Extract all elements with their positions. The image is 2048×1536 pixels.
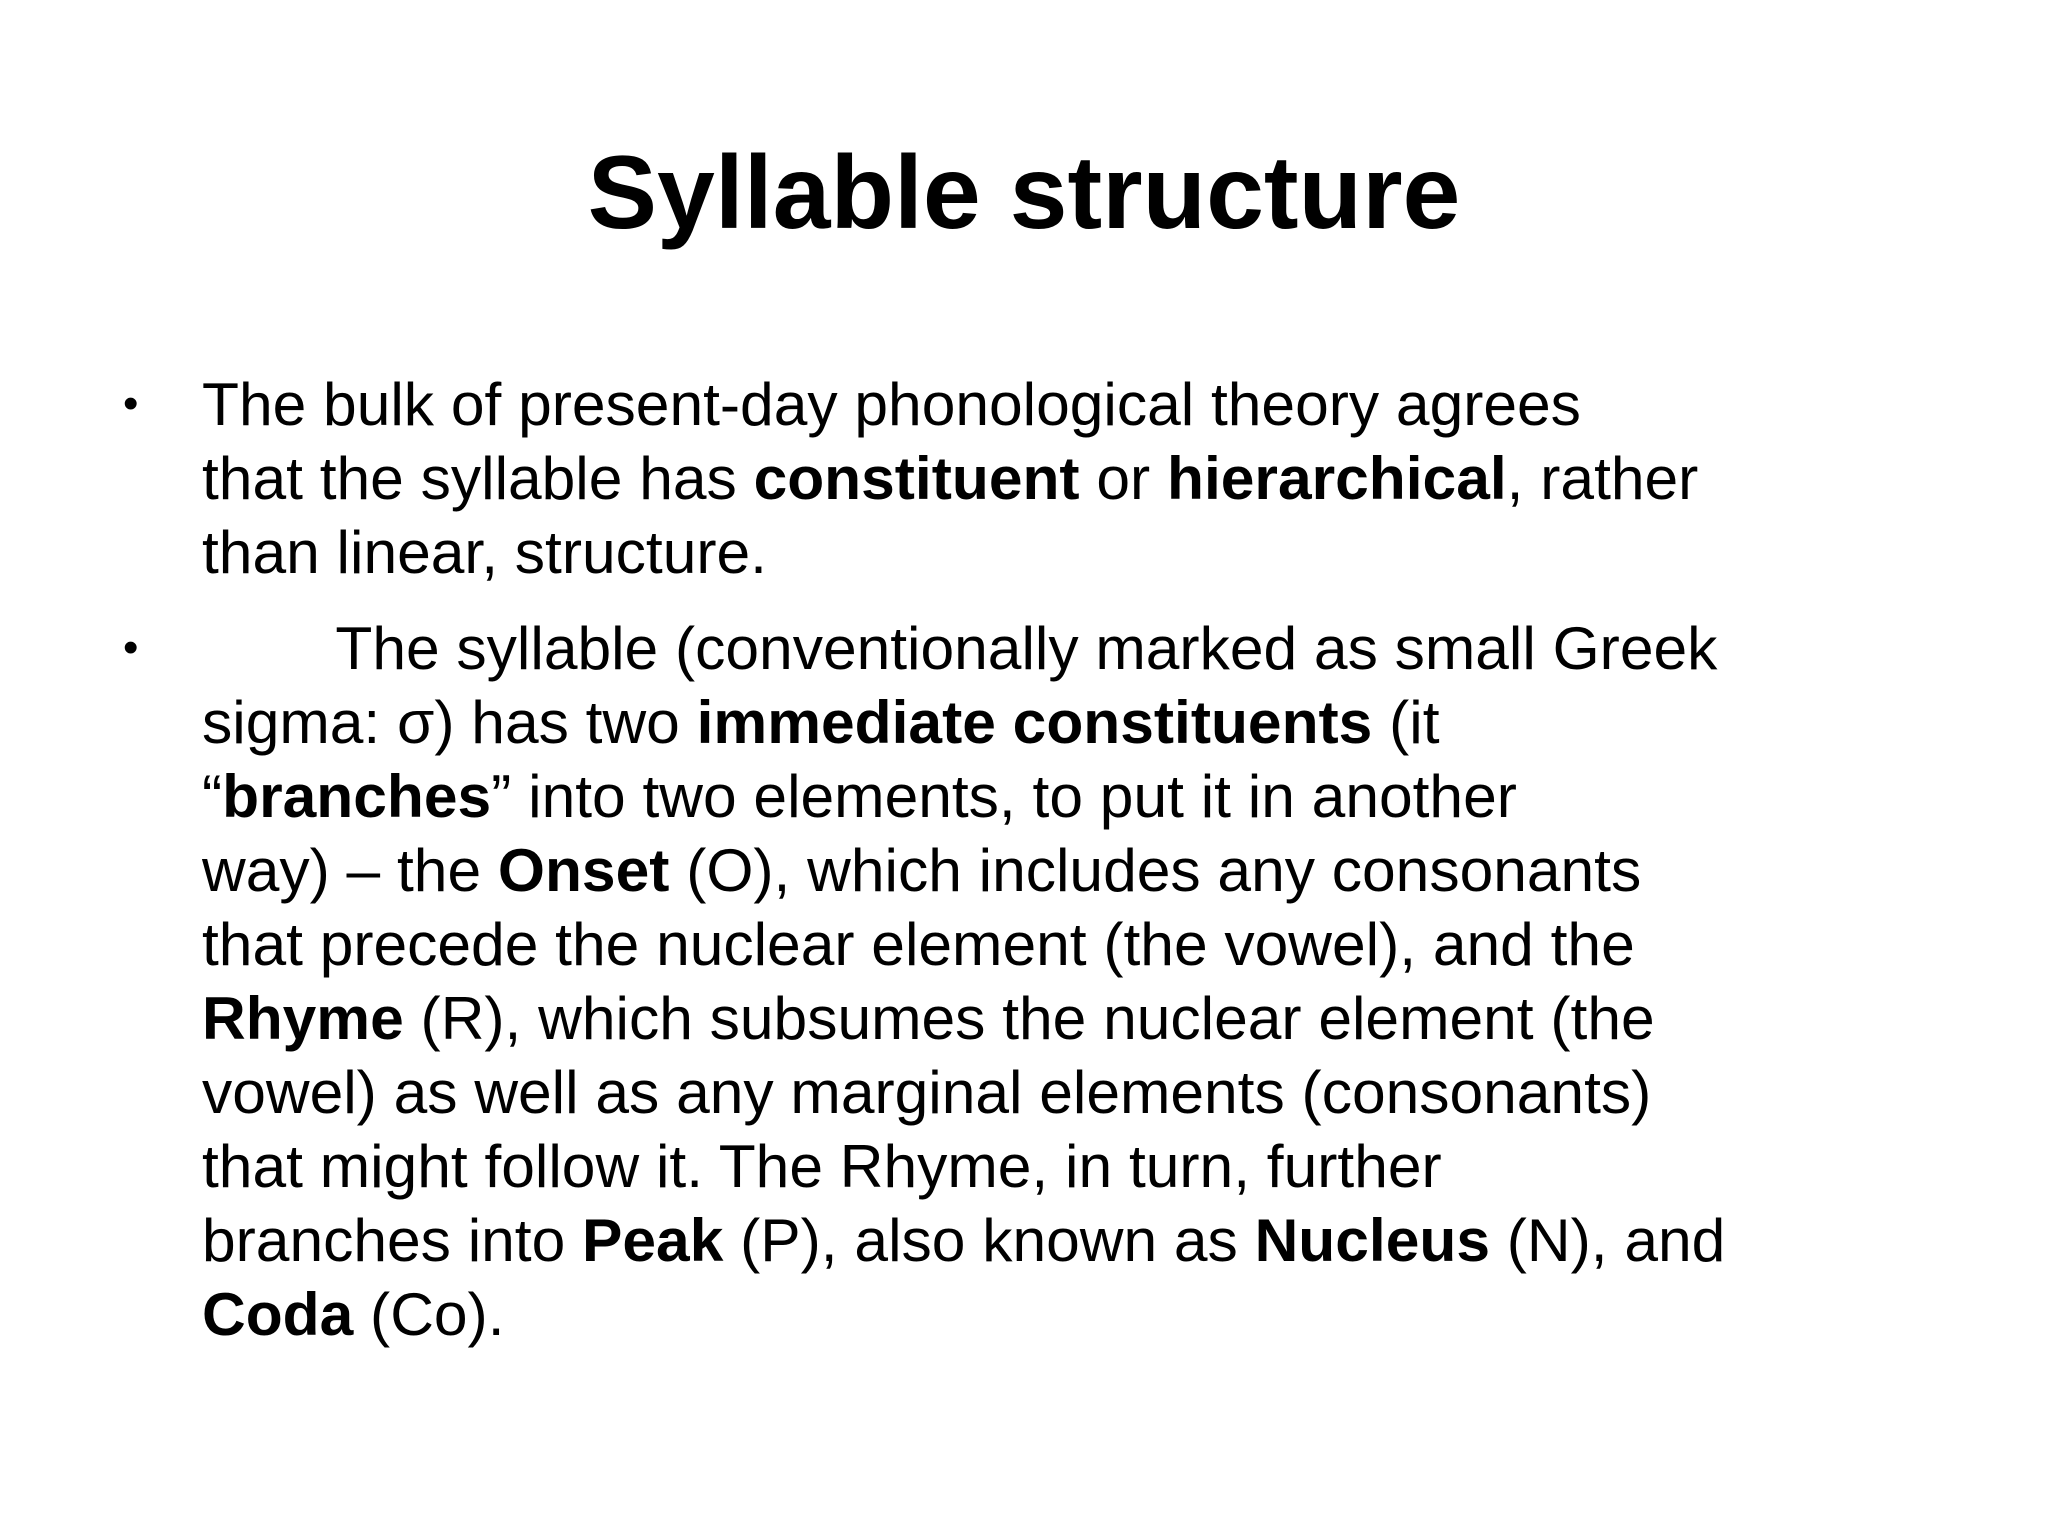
bullet-2-line	[202, 907, 1635, 981]
bold-term: immediate constituents	[696, 688, 1373, 756]
bullet-1-line	[202, 367, 1581, 441]
text-segment: (it	[1372, 688, 1440, 756]
bullet-2-line	[202, 1129, 1442, 1203]
text-segment: vowel) as well as any marginal elements (consonants)	[202, 1058, 1652, 1126]
bold-term: Peak	[582, 1206, 724, 1274]
bullet-1-line	[202, 441, 1698, 515]
bullet-2-line	[202, 1277, 505, 1351]
bold-term: Nucleus	[1254, 1206, 1490, 1274]
text-segment: The syllable (conventionally marked as small Greek	[202, 614, 1718, 682]
text-segment: that precede the nuclear element (the vowel), and the	[202, 910, 1635, 978]
text-segment: branches into	[202, 1206, 583, 1274]
text-segment: (R), which subsumes the nuclear element (the	[403, 984, 1655, 1052]
text-segment: sigma: σ) has two	[202, 688, 697, 756]
text-segment: than linear, structure.	[202, 518, 767, 586]
bullet-2-line	[202, 981, 1655, 1055]
bullet-marker: •	[123, 379, 139, 428]
text-segment: that might follow it. The Rhyme, in turn, further	[202, 1132, 1442, 1200]
text-segment: that the syllable has	[202, 444, 754, 512]
slide-title: Syllable structure	[587, 135, 1461, 251]
bold-term: Onset	[497, 836, 670, 904]
bold-term: branches	[222, 762, 492, 830]
bullet-2-line	[202, 1055, 1651, 1129]
bullet-marker: •	[123, 623, 139, 672]
bullet-2-line	[202, 759, 1517, 833]
text-segment: The bulk of present-day phonological theory agrees	[202, 370, 1581, 438]
bullet-1-line	[202, 515, 767, 589]
text-segment: (Co).	[353, 1280, 505, 1348]
text-segment: way) – the	[202, 836, 498, 904]
text-segment: “	[202, 762, 223, 830]
text-segment: ” into two elements, to put it in another	[491, 762, 1517, 830]
bullet-2-line	[202, 685, 1440, 759]
text-segment: (O), which includes any consonants	[669, 836, 1642, 904]
text-segment: (P), also known as	[723, 1206, 1255, 1274]
bold-term: Coda	[202, 1280, 354, 1348]
text-segment: , rather	[1506, 444, 1699, 512]
bold-term: constituent	[753, 444, 1080, 512]
bullet-2-line	[202, 833, 1641, 907]
bold-term: Rhyme	[202, 984, 404, 1052]
bullet-2-line	[202, 1203, 1725, 1277]
text-segment: or	[1079, 444, 1167, 512]
bold-term: hierarchical	[1167, 444, 1507, 512]
bullet-2-line	[202, 611, 1717, 685]
text-segment: (N), and	[1489, 1206, 1726, 1274]
